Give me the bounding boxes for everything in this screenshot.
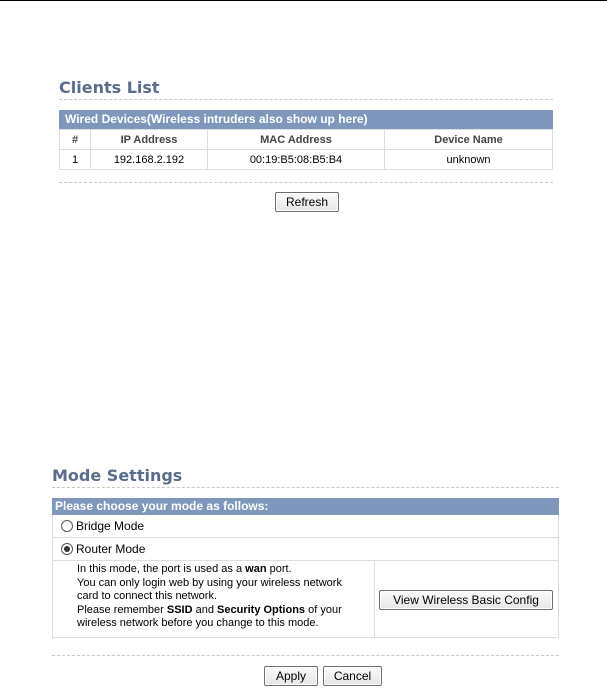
radio-selected-dot — [64, 546, 70, 552]
bridge-mode-radio[interactable] — [61, 520, 73, 532]
cell-ip: 192.168.2.192 — [91, 150, 208, 170]
info-line: You can only login web by using your wireless network — [77, 576, 342, 589]
info-text: of your — [305, 603, 342, 616]
router-mode-option[interactable] — [52, 538, 559, 561]
cell-device-name: unknown — [385, 150, 553, 170]
info-bold-text: SSID — [166, 603, 193, 616]
router-mode-info — [52, 561, 559, 638]
table-row — [60, 150, 553, 170]
col-header-device-name: Device Name — [385, 130, 553, 150]
info-text: Please remember — [77, 603, 167, 616]
clients-list-title: Clients List — [59, 78, 160, 97]
apply-button[interactable]: Apply — [264, 666, 318, 686]
table-header-row — [60, 130, 553, 150]
cell-divider — [374, 561, 375, 637]
info-line — [77, 604, 367, 618]
cell-mac: 00:19:B5:08:B5:B4 — [208, 150, 385, 170]
view-wireless-config-button[interactable]: View Wireless Basic Config — [379, 590, 553, 610]
info-line — [77, 563, 367, 577]
info-line: wireless network before you change to this mode. — [77, 617, 319, 629]
mode-settings-panel — [52, 498, 559, 638]
clients-table — [59, 129, 553, 170]
router-mode-label[interactable]: Router Mode — [76, 542, 146, 556]
top-border — [0, 0, 607, 1]
info-line: card to connect this network. — [77, 590, 218, 602]
mode-settings-header: Please choose your mode as follows: — [52, 498, 559, 515]
bridge-mode-label[interactable]: Bridge Mode — [76, 519, 145, 533]
col-header-index: # — [60, 130, 91, 150]
refresh-button[interactable]: Refresh — [275, 192, 339, 212]
divider — [52, 487, 559, 488]
bridge-mode-option[interactable] — [52, 515, 559, 538]
col-header-ip: IP Address — [91, 130, 208, 150]
info-bold-text: wan — [245, 563, 267, 575]
cancel-button[interactable]: Cancel — [323, 666, 382, 686]
divider — [59, 99, 553, 100]
info-text: and — [192, 603, 218, 616]
info-text: In this mode, the port is used as a — [77, 563, 246, 575]
cell-index: 1 — [60, 150, 91, 170]
divider — [59, 182, 553, 183]
clients-table-panel — [59, 110, 553, 170]
clients-table-title: Wired Devices(Wireless intruders also show up here) — [59, 110, 553, 129]
info-text: port. — [266, 563, 292, 575]
divider — [52, 655, 559, 656]
info-bold-text: Security Options — [217, 603, 306, 616]
mode-settings-title: Mode Settings — [52, 466, 183, 485]
router-mode-radio[interactable] — [61, 543, 73, 555]
router-mode-description — [77, 563, 367, 631]
col-header-mac: MAC Address — [208, 130, 385, 150]
